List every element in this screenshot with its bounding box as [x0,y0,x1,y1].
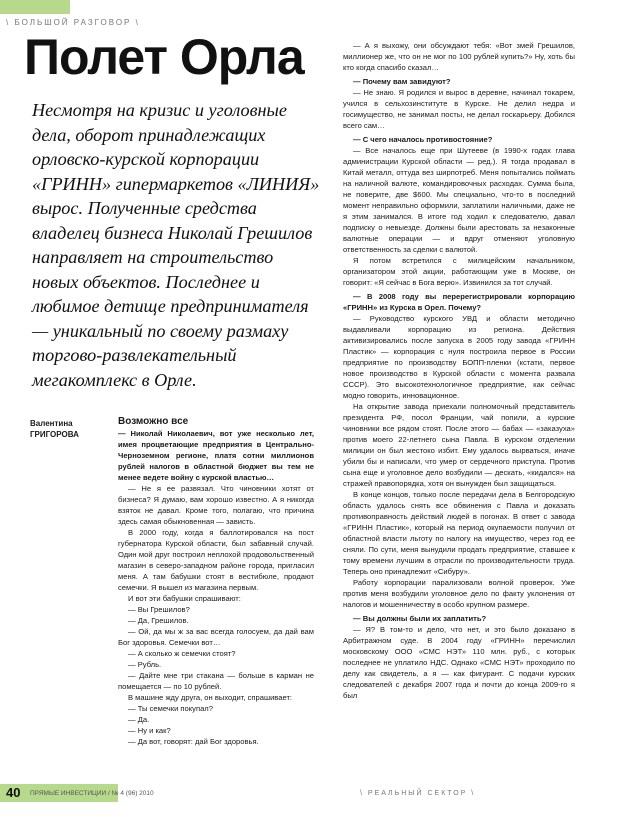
paragraph: — Ну и как? [128,726,171,735]
paragraph: — Ты семечки покупал? [128,704,213,713]
article-title: Полет Орла [24,29,304,85]
interview-question: — В 2008 году вы перерегистрировали корпорацию «ГРИНН» из Курска в Орел. Почему? [343,292,575,312]
paragraph: — Дайте мне три стакана — больше в карман не помещается — по 10 рублей. [118,671,314,691]
paragraph: — Не знаю. Я родился и вырос в деревне, начинал токарем, учился в сельхозинституте в Курске. Не делил недра и госимущество, не занимал посты, не делал госкарьеру. Добился всего сам… [343,88,575,130]
paragraph: — Да. [128,715,150,724]
paragraph: В машине жду друга, он выходит, спрашивает: [128,693,293,702]
paragraph: В 2000 году, когда я баллотировался на пост губернатора Курской области, был забавный случай. Один мой друг построил неплохой продовольственный магазин в северо-западном районе города, пригласил меня. А там бабушки стоят в вестибюле, продают семечки. Я вышел из магазина первым. [118,528,314,592]
author-first-name: Валентина [30,419,73,428]
paragraph: — А я выхожу, они обсуждают тебя: «Вот змей Грешилов, миллионер же, что он не мог по 100 рублей купить?» Ну, хоть бы кто когда спасибо сказал… [343,41,575,72]
interview-question: — Николай Николаевич, вот уже несколько лет, имея процветающие предприятия в Центрально-Черноземном регионе, платя сотни миллионов рублей налогов в областной бюджет вы тем не менее ведете войну с курской властью… [118,429,314,482]
paragraph: — Рубль. [128,660,162,669]
paragraph: На открытие завода приехали полномочный представитель президента РФ, посол Франции, чай попили, а курские чиновники все рядом стоят. После этого — бабах — «заказуха» против моего 22-летнего сына Павла. В курском отделении милиции он был жестоко избит. Ему удалось вырваться, иначе убили бы и написали, что умер от сердечного приступа. Против сына еще и уголовное дело возбудили — дескать, «кидался» на стражей правопорядка, хотя он вынужден был защищаться. [343,402,575,488]
article-column-left [118,416,314,747]
article-column-right [343,40,575,701]
paragraph: Я потом встретился с милицейским начальником, организатором этой акции, работающим уже в Москве, он говорит: «Я сейчас в Бога верю». Извинился за тот случай. [343,256,575,287]
paragraph: — Ой, да мы ж за вас всегда голосуем, да дай вам Бог здоровья. Семечки вот… [118,627,314,647]
author-last-name: ГРИГОРОВА [30,430,79,439]
paragraph: — Да вот, говорят: дай Бог здоровья. [128,737,259,746]
author-byline [30,418,100,440]
article-lead: Несмотря на кризис и уголовные дела, оборот принадлежащих орловско-курской корпорации «ГРИНН» гипермаркетов «ЛИНИЯ» вырос. Полученные средства владелец бизнеса Николай Грешилов направляет на строительство новых объектов. Последнее и любимое детище предпринимателя — уникальный по своему размаху торгово-развлекательный мегакомплекс в Орле. [32,100,320,390]
paragraph: В конце концов, только после передачи дела в Белгородскую область удалось снять все обвинения с Павла и доказать противоправность действий людей в погонах. В ответ с завода «ГРИНН Пластик», который на период окупаемости получил от областной власти льготу по налогу на имущество, через год ее сняли. По сути, меня вынудили продать предприятие, ставшее к тому времени лучшим в отрасли по производительности труда. Теперь оно принадлежит «Сибуру». [343,490,575,576]
paragraph: — Я? В том-то и дело, что нет, и это было доказано в Арбитражном суде. В 2004 году «ГРИНН» перечислил московскому ООО «СМС НЭТ» 110 млн. руб., с которых последнее не уплатило НДС. Однако «СМС НЭТ» проходило по делу как свидетель, а я — как фигурант. С подачи курских следователей с декабря 2007 года и почти до конца 2009-го я был [343,625,575,700]
paragraph: — Да, Грешилов. [128,616,189,625]
rubric-label: \ БОЛЬШОЙ РАЗГОВОР \ [6,18,140,27]
paragraph: — Руководство курского УВД и области методично выдавливали корпорацию из региона. Действия активизировались после запуска в 2005 году завода «ГРИНН Пластик» — корпорация с нуля построила первое в России предприятие по производству БОПП-пленки (кстати, первое новое производство в Курской области с момента развала СССР). Это высокотехнологичное предприятие, как сейчас модно говорить, инновационное. [343,314,575,400]
paragraph: — А сколько ж семечки стоят? [128,649,236,658]
section-subheading: Возможно все [118,416,189,427]
interview-question: — Почему вам завидуют? [353,77,451,86]
section-label: \ РЕАЛЬНЫЙ СЕКТОР \ [360,790,476,797]
header-color-tab [0,0,70,14]
page-number: 40 [6,785,21,800]
magazine-issue: ПРЯМЫЕ ИНВЕСТИЦИИ / № 4 (96) 2010 [30,790,154,797]
paragraph: Работу корпорации парализовали волной проверок. Уже против меня возбудили уголовное дело по факту уклонения от налогов и мошенничеству в особо крупном размере. [343,578,575,609]
paragraph: И вот эти бабушки спрашивают: [128,594,241,603]
paragraph: — Вы Грешилов? [128,605,190,614]
paragraph: — Все началось еще при Шутееве (в 1990-х годах глава администрации Курской области — ред.). Я тогда продавал в Китай металл, оттуда вез ширпотреб. Меня попытались поймать на наличной валюте, командировочных расходах. Сумма была, не поверите, две $600. Мы специально, что-то в последний момент неправильно оформили, заплатили наличными, даже не я этим занимался. В итоге год ходил к следователю, давал подписку о невыезде. Должны были арестовать за незаконные валютные операции — и вдруг отменяют уголовную ответственность за сделки с валютой. [343,146,575,254]
interview-question: — С чего началось противостояние? [353,135,493,144]
interview-question: — Вы должны были их заплатить? [353,614,487,623]
paragraph: — Не я ее развязал. Что чиновники хотят от бизнеса? Я думаю, вам хорошо известно. А я никогда взяток не давал. Кроме того, полагаю, что причина здесь самая обыкновенная — зависть. [118,484,314,526]
